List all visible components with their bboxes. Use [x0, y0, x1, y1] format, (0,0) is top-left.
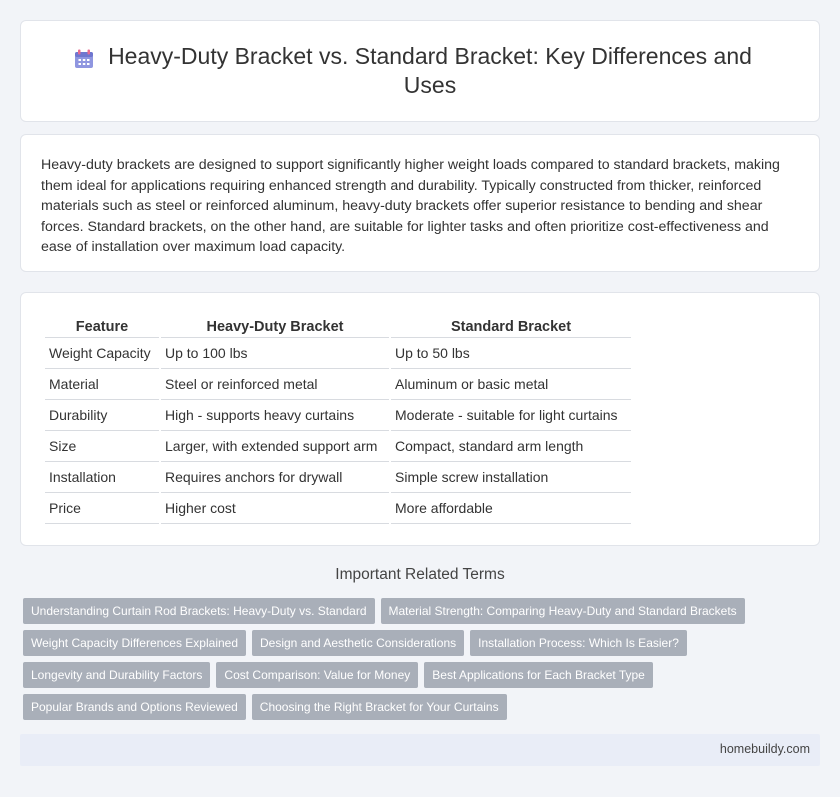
- feature-cell: Material: [45, 369, 159, 400]
- table-row: [45, 462, 631, 493]
- heavy-duty-cell: Steel or reinforced metal: [161, 369, 389, 400]
- intro-card: [20, 134, 820, 272]
- heavy-duty-cell: Up to 100 lbs: [161, 338, 389, 369]
- related-term-tag[interactable]: Understanding Curtain Rod Brackets: Heavy-Duty vs. Standard: [23, 598, 375, 624]
- related-term-tag[interactable]: Best Applications for Each Bracket Type: [424, 662, 653, 688]
- related-term-tag[interactable]: Installation Process: Which Is Easier?: [470, 630, 687, 656]
- tag-row: [23, 630, 823, 656]
- standard-cell: Aluminum or basic metal: [391, 369, 631, 400]
- comparison-card: [20, 292, 820, 546]
- table-header-row: [45, 316, 631, 338]
- standard-cell: Compact, standard arm length: [391, 431, 631, 462]
- comparison-table: [43, 316, 633, 524]
- standard-cell: Up to 50 lbs: [391, 338, 631, 369]
- related-term-tag[interactable]: Weight Capacity Differences Explained: [23, 630, 246, 656]
- page-title: Heavy-Duty Bracket vs. Standard Bracket: Key Differences and Uses: [108, 43, 752, 98]
- related-terms-title: Important Related Terms: [335, 566, 505, 583]
- tag-row: [23, 662, 823, 688]
- related-term-tag[interactable]: Longevity and Durability Factors: [23, 662, 210, 688]
- feature-cell: Installation: [45, 462, 159, 493]
- header-heavy-duty: Heavy-Duty Bracket: [161, 316, 389, 338]
- heavy-duty-cell: Larger, with extended support arm: [161, 431, 389, 462]
- related-term-tag[interactable]: Material Strength: Comparing Heavy-Duty and Standard Brackets: [381, 598, 745, 624]
- related-term-tag[interactable]: Cost Comparison: Value for Money: [216, 662, 418, 688]
- related-term-tag[interactable]: Choosing the Right Bracket for Your Curtains: [252, 694, 507, 720]
- header-card: [20, 20, 820, 122]
- related-terms-list: [23, 598, 823, 726]
- standard-cell: Simple screw installation: [391, 462, 631, 493]
- heavy-duty-cell: High - supports heavy curtains: [161, 400, 389, 431]
- heavy-duty-cell: Requires anchors for drywall: [161, 462, 389, 493]
- table-row: [45, 400, 631, 431]
- feature-cell: Weight Capacity: [45, 338, 159, 369]
- standard-cell: More affordable: [391, 493, 631, 524]
- related-term-tag[interactable]: Design and Aesthetic Considerations: [252, 630, 464, 656]
- feature-cell: Durability: [45, 400, 159, 431]
- heavy-duty-cell: Higher cost: [161, 493, 389, 524]
- table-row: [45, 369, 631, 400]
- table-row: [45, 493, 631, 524]
- standard-cell: Moderate - suitable for light curtains: [391, 400, 631, 431]
- header-standard: Standard Bracket: [391, 316, 631, 338]
- feature-cell: Size: [45, 431, 159, 462]
- intro-paragraph: Heavy-duty brackets are designed to support significantly higher weight loads compared to standard brackets, making them ideal for applications requiring enhanced strength and durability. Typically constructed from thicker, reinforced materials such as steel or reinforced aluminum, heavy-duty brackets offer superior resistance to bending and shear forces. Standard brackets, on the other hand, are suitable for lighter tasks and often prioritize cost-effectiveness and ease of installation over maximum load capacity.: [41, 157, 780, 256]
- header-feature: Feature: [45, 316, 159, 338]
- tag-row: [23, 598, 823, 624]
- table-row: [45, 431, 631, 462]
- tag-row: [23, 694, 823, 720]
- feature-cell: Price: [45, 493, 159, 524]
- table-row: [45, 338, 631, 369]
- footer: [20, 734, 820, 766]
- related-term-tag[interactable]: Popular Brands and Options Reviewed: [23, 694, 246, 720]
- footer-site[interactable]: homebuildy.com: [719, 742, 810, 756]
